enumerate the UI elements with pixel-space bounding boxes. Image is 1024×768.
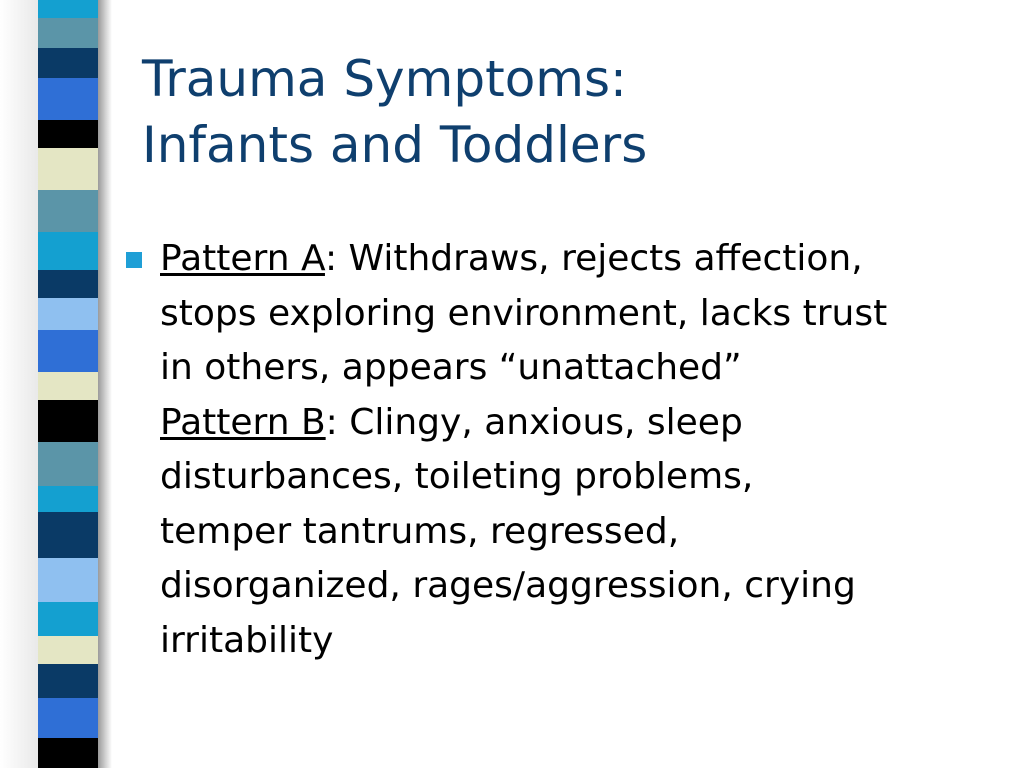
stripe bbox=[38, 738, 100, 768]
stripe bbox=[38, 442, 100, 486]
stripe bbox=[38, 78, 100, 120]
stripe bbox=[38, 148, 100, 190]
stripe bbox=[38, 664, 100, 698]
pattern-a-line-3: in others, appears “unattached” bbox=[160, 347, 742, 388]
stripe bbox=[38, 636, 100, 664]
stripe bbox=[38, 512, 100, 558]
stripe bbox=[38, 48, 100, 78]
pattern-b-line-1 bbox=[160, 396, 990, 451]
stripe bbox=[38, 120, 100, 148]
pattern-a-line-1 bbox=[160, 232, 990, 287]
stripe bbox=[38, 270, 100, 298]
stripe bbox=[38, 486, 100, 512]
pattern-b-label: Pattern B bbox=[160, 401, 326, 443]
pattern-b-line-3: temper tantrums, regressed, bbox=[160, 510, 680, 552]
pattern-a-line-2: stops exploring environment, lacks trust bbox=[160, 292, 888, 334]
stripe bbox=[38, 400, 100, 442]
left-shade bbox=[0, 0, 38, 768]
stripe bbox=[38, 232, 100, 270]
stripe bbox=[38, 602, 100, 636]
stripe bbox=[38, 298, 100, 330]
stripe-shadow bbox=[98, 0, 112, 768]
square-bullet-icon bbox=[126, 252, 142, 268]
pattern-a-text: : Withdraws, rejects affection, bbox=[324, 238, 863, 279]
title-line-1: Trauma Symptoms: bbox=[142, 50, 627, 108]
stripe bbox=[38, 190, 100, 232]
stripe bbox=[38, 698, 100, 738]
bullet-item bbox=[160, 232, 990, 668]
pattern-b-line-4: disorganized, rages/aggression, crying bbox=[160, 565, 856, 606]
decorative-stripe-bar bbox=[38, 0, 100, 768]
pattern-b-text: : Clingy, anxious, sleep bbox=[325, 401, 743, 443]
pattern-b-line-2: disturbances, toileting problems, bbox=[160, 456, 754, 497]
stripe bbox=[38, 558, 100, 602]
pattern-a-label: Pattern A bbox=[160, 238, 325, 279]
stripe bbox=[38, 372, 100, 400]
slide-title bbox=[142, 46, 1002, 178]
stripe bbox=[38, 0, 100, 18]
title-line-2: Infants and Toddlers bbox=[142, 116, 648, 174]
pattern-b-line-5: irritability bbox=[160, 619, 334, 661]
stripe bbox=[38, 330, 100, 372]
stripe bbox=[38, 18, 100, 48]
